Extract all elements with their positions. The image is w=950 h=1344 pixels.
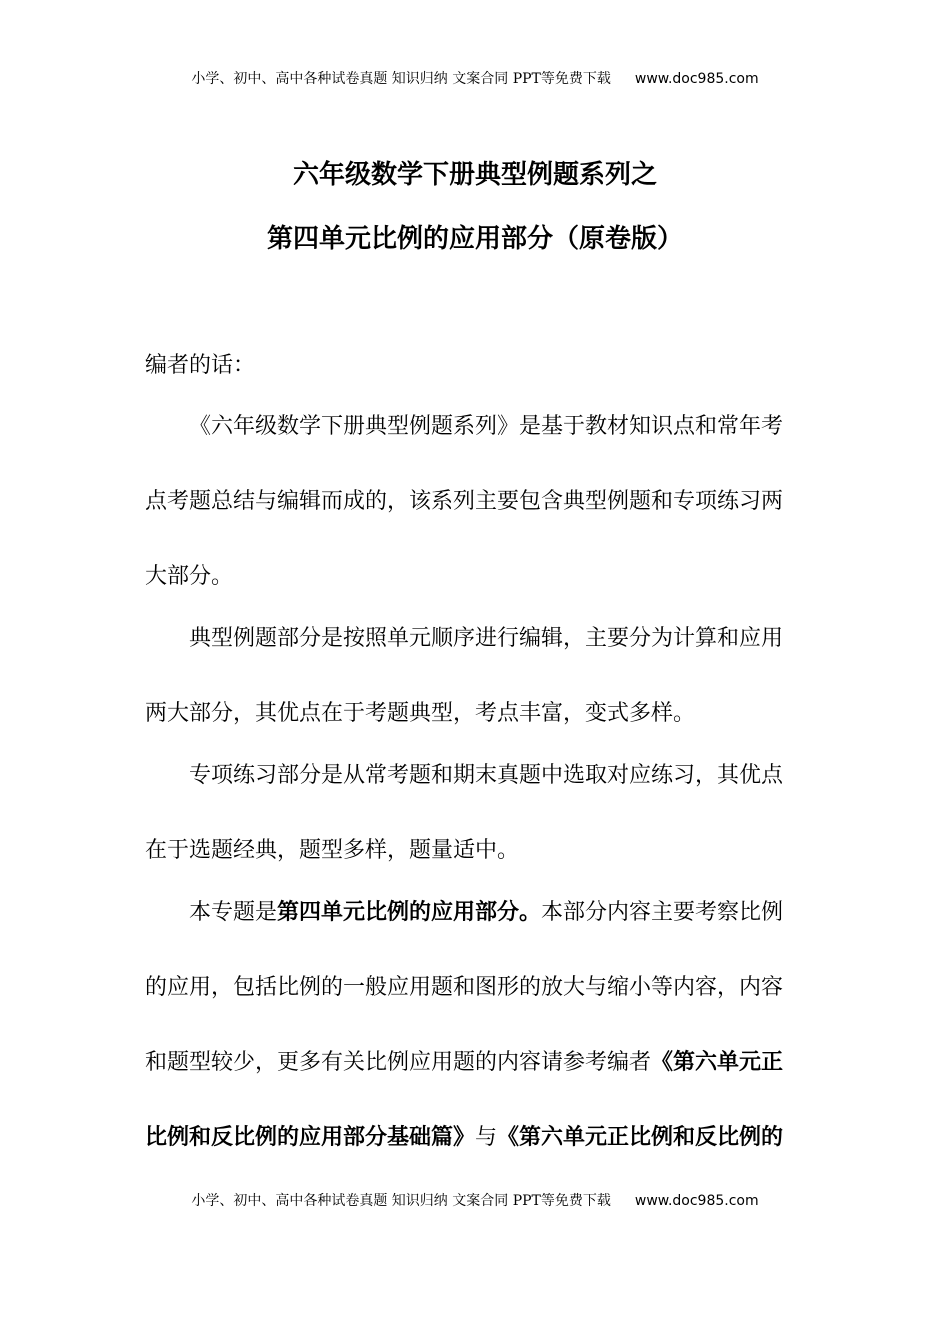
- para4-line4-bold2: 《第六单元正比例和反比例的: [497, 1125, 784, 1150]
- para4-line1-post: 本部分内容主要考察比例: [541, 900, 784, 925]
- para4-line4-mid: 与: [475, 1125, 498, 1150]
- running-header: [0, 68, 950, 88]
- para3-line2: 在于选题经典，题型多样，题量适中。: [145, 838, 520, 863]
- para3-line1: 专项练习部分是从常考题和期末真题中选取对应练习，其优点: [189, 763, 784, 788]
- para1-line3: 大部分。: [145, 564, 234, 589]
- para2-line1: 典型例题部分是按照单元顺序进行编辑，主要分为计算和应用: [189, 626, 784, 651]
- para1-line2: 点考题总结与编辑而成的，该系列主要包含典型例题和专项练习两: [145, 489, 784, 514]
- para1-line1: 《六年级数学下册典型例题系列》是基于教材知识点和常年考: [189, 414, 784, 439]
- footer-site-url[interactable]: www.doc985.com: [634, 1193, 759, 1209]
- para4-line4-bold1: 比例和反比例的应用部分基础篇》: [145, 1125, 476, 1150]
- para4-line3-bold: 《第六单元正: [651, 1050, 784, 1075]
- para4-line1-pre: 本专题是: [189, 900, 278, 925]
- document-title-line-2: 第四单元比例的应用部分（原卷版）: [266, 224, 683, 254]
- document-body: [145, 332, 793, 1152]
- para2-line2: 两大部分，其优点在于考题典型，考点丰富，变式多样。: [145, 701, 696, 726]
- para4-line3: [145, 1029, 783, 1097]
- para4-line2: 的应用，包括比例的一般应用题和图形的放大与缩小等内容，内容: [145, 975, 784, 1000]
- header-site-url[interactable]: www.doc985.com: [634, 71, 759, 87]
- header-text: 小学、初中、高中各种试卷真题 知识归纳 文案合同 PPT等免费下载: [191, 71, 611, 87]
- running-footer: [0, 1190, 950, 1210]
- para4-line4: [145, 1104, 783, 1172]
- footer-text: 小学、初中、高中各种试卷真题 知识归纳 文案合同 PPT等免费下载: [191, 1193, 611, 1209]
- para4-line1-bold: 第四单元比例的应用部分。: [277, 900, 542, 925]
- para4-line1: [189, 879, 783, 947]
- para4-line3-pre: 和题型较少，更多有关比例应用题的内容请参考编者: [145, 1050, 652, 1075]
- editor-note-heading: 编者的话：: [145, 353, 256, 378]
- document-title-line-1: 六年级数学下册典型例题系列之: [292, 160, 657, 190]
